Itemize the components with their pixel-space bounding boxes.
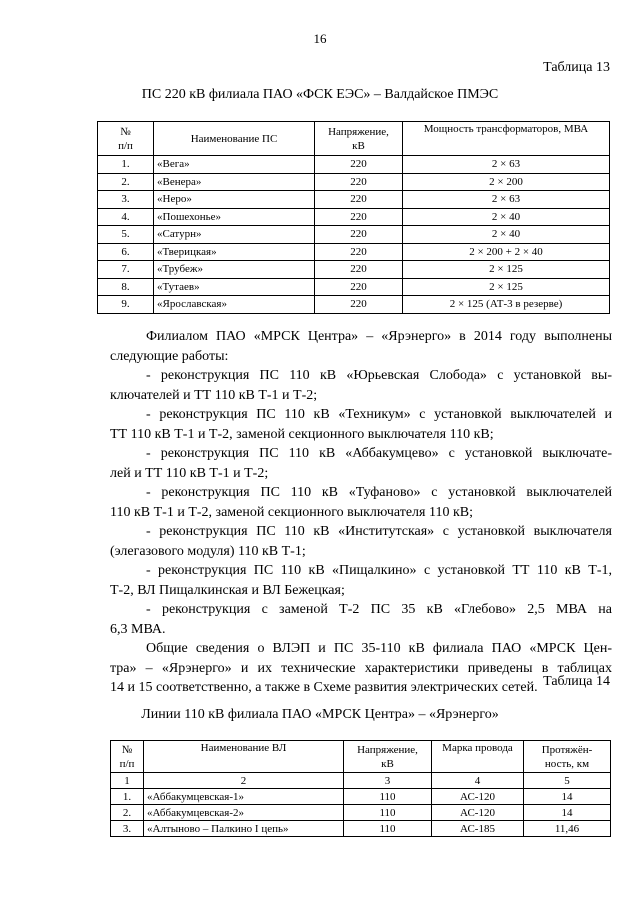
body-line: Общие сведения о ВЛЭП и ПС 35-110 кВ филиала ПАО «МРСК Цен-: [146, 641, 612, 656]
body-line: следующие работы:: [110, 348, 229, 364]
table-row: 9. «Ярославская» 220 2 × 125 (АТ-3 в резерве): [98, 296, 610, 314]
body-line: - реконструкция ПС 110 кВ «Юрьевская Слобода» с установкой вы-: [146, 368, 612, 383]
table-row: 5. «Сатурн» 220 2 × 40: [98, 226, 610, 244]
table14-header-row: [111, 741, 611, 773]
table14-header-num: № п/п: [111, 741, 144, 773]
body-line: 14 и 15 соответственно, а также в Схеме развития электрических сетей.: [110, 680, 538, 695]
table14-header-name: Наименование ВЛ: [144, 741, 344, 773]
body-line: - реконструкция ПС 110 кВ «Туфаново» с установкой выключателей: [146, 485, 612, 500]
table13-header-power: Мощность трансформаторов, МВА: [403, 122, 610, 156]
body-line: - реконструкция ПС 110 кВ «Институтская» с установкой выключателя: [146, 524, 612, 539]
body-line: - реконструкция ПС 110 кВ «Техникум» с установкой выключателей и: [146, 407, 612, 422]
table-row: 8. «Тутаев» 220 2 × 125: [98, 278, 610, 296]
body-line: ключателей и ТТ 110 кВ Т-1 и Т-2;: [110, 387, 318, 403]
table13-label: Таблица 13: [543, 60, 610, 75]
body-line: 110 кВ Т-1 и Т-2, заменой секционного выключателя 110 кВ;: [110, 504, 473, 520]
body-line: Филиалом ПАО «МРСК Центра» – «Ярэнерго» в 2014 году выполнены: [146, 329, 612, 344]
body-line: 6,3 МВА.: [110, 621, 166, 637]
body-line: - реконструкция ПС 110 кВ «Пищалкино» с установкой ТТ 110 кВ Т-1,: [146, 563, 612, 578]
table14: [110, 740, 611, 837]
table13-title: ПС 220 кВ филиала ПАО «ФСК ЕЭС» – Валдайское ПМЭС: [141, 87, 499, 102]
body-line: (элегазового модуля) 110 кВ Т-1;: [110, 543, 306, 559]
table13-header-voltage: Напряжение, кВ: [315, 122, 403, 156]
body-line: лей и ТТ 110 кВ Т-1 и Т-2;: [110, 465, 269, 481]
table14-header-voltage: Напряжение, кВ: [344, 741, 432, 773]
table14-column-numbers: 1 2 3 4 5: [111, 773, 611, 789]
body-line: тра» – «Ярэнерго» и их технические характеристики приведены в таблицах: [110, 660, 612, 676]
table14-header-wire: Марка провода: [432, 741, 524, 773]
table-row: 4. «Пошехонье» 220 2 × 40: [98, 208, 610, 226]
table13-header-row: [98, 122, 610, 156]
table14-label: Таблица 14: [543, 674, 610, 689]
table13-header-name: Наименование ПС: [154, 122, 315, 156]
table14-header-length: Протяжён- ность, км: [524, 741, 611, 773]
table-row: 3. «Неро» 220 2 × 63: [98, 191, 610, 209]
body-line: - реконструкция ПС 110 кВ «Аббакумцево» с установкой выключате-: [146, 446, 612, 461]
table-row: 2. «Венера» 220 2 × 200: [98, 173, 610, 191]
table13: [97, 121, 610, 314]
table-row: 6. «Тверицкая» 220 2 × 200 + 2 × 40: [98, 243, 610, 261]
body-text: [110, 327, 612, 698]
table-row: 7. «Трубеж» 220 2 × 125: [98, 261, 610, 279]
body-line: - реконструкция с заменой Т-2 ПС 35 кВ «Глебово» 2,5 МВА на: [146, 602, 612, 617]
page-number: 16: [313, 31, 327, 46]
body-line: Т-2, ВЛ Пищалкинская и ВЛ Бежецкая;: [110, 582, 345, 598]
table-row: 3. «Алтыново – Палкино I цепь» 110 АС-185 11,46: [111, 821, 611, 837]
table-row: 1. «Вега» 220 2 × 63: [98, 156, 610, 174]
table-row: 1. «Аббакумцевская-1» 110 АС-120 14: [111, 789, 611, 805]
table14-title: Линии 110 кВ филиала ПАО «МРСК Центра» – «Ярэнерго»: [141, 707, 499, 722]
table13-header-num: № п/п: [98, 122, 154, 156]
body-line: ТТ 110 кВ Т-1 и Т-2, заменой секционного выключателя 110 кВ;: [110, 426, 494, 442]
table-row: 2. «Аббакумцевская-2» 110 АС-120 14: [111, 805, 611, 821]
